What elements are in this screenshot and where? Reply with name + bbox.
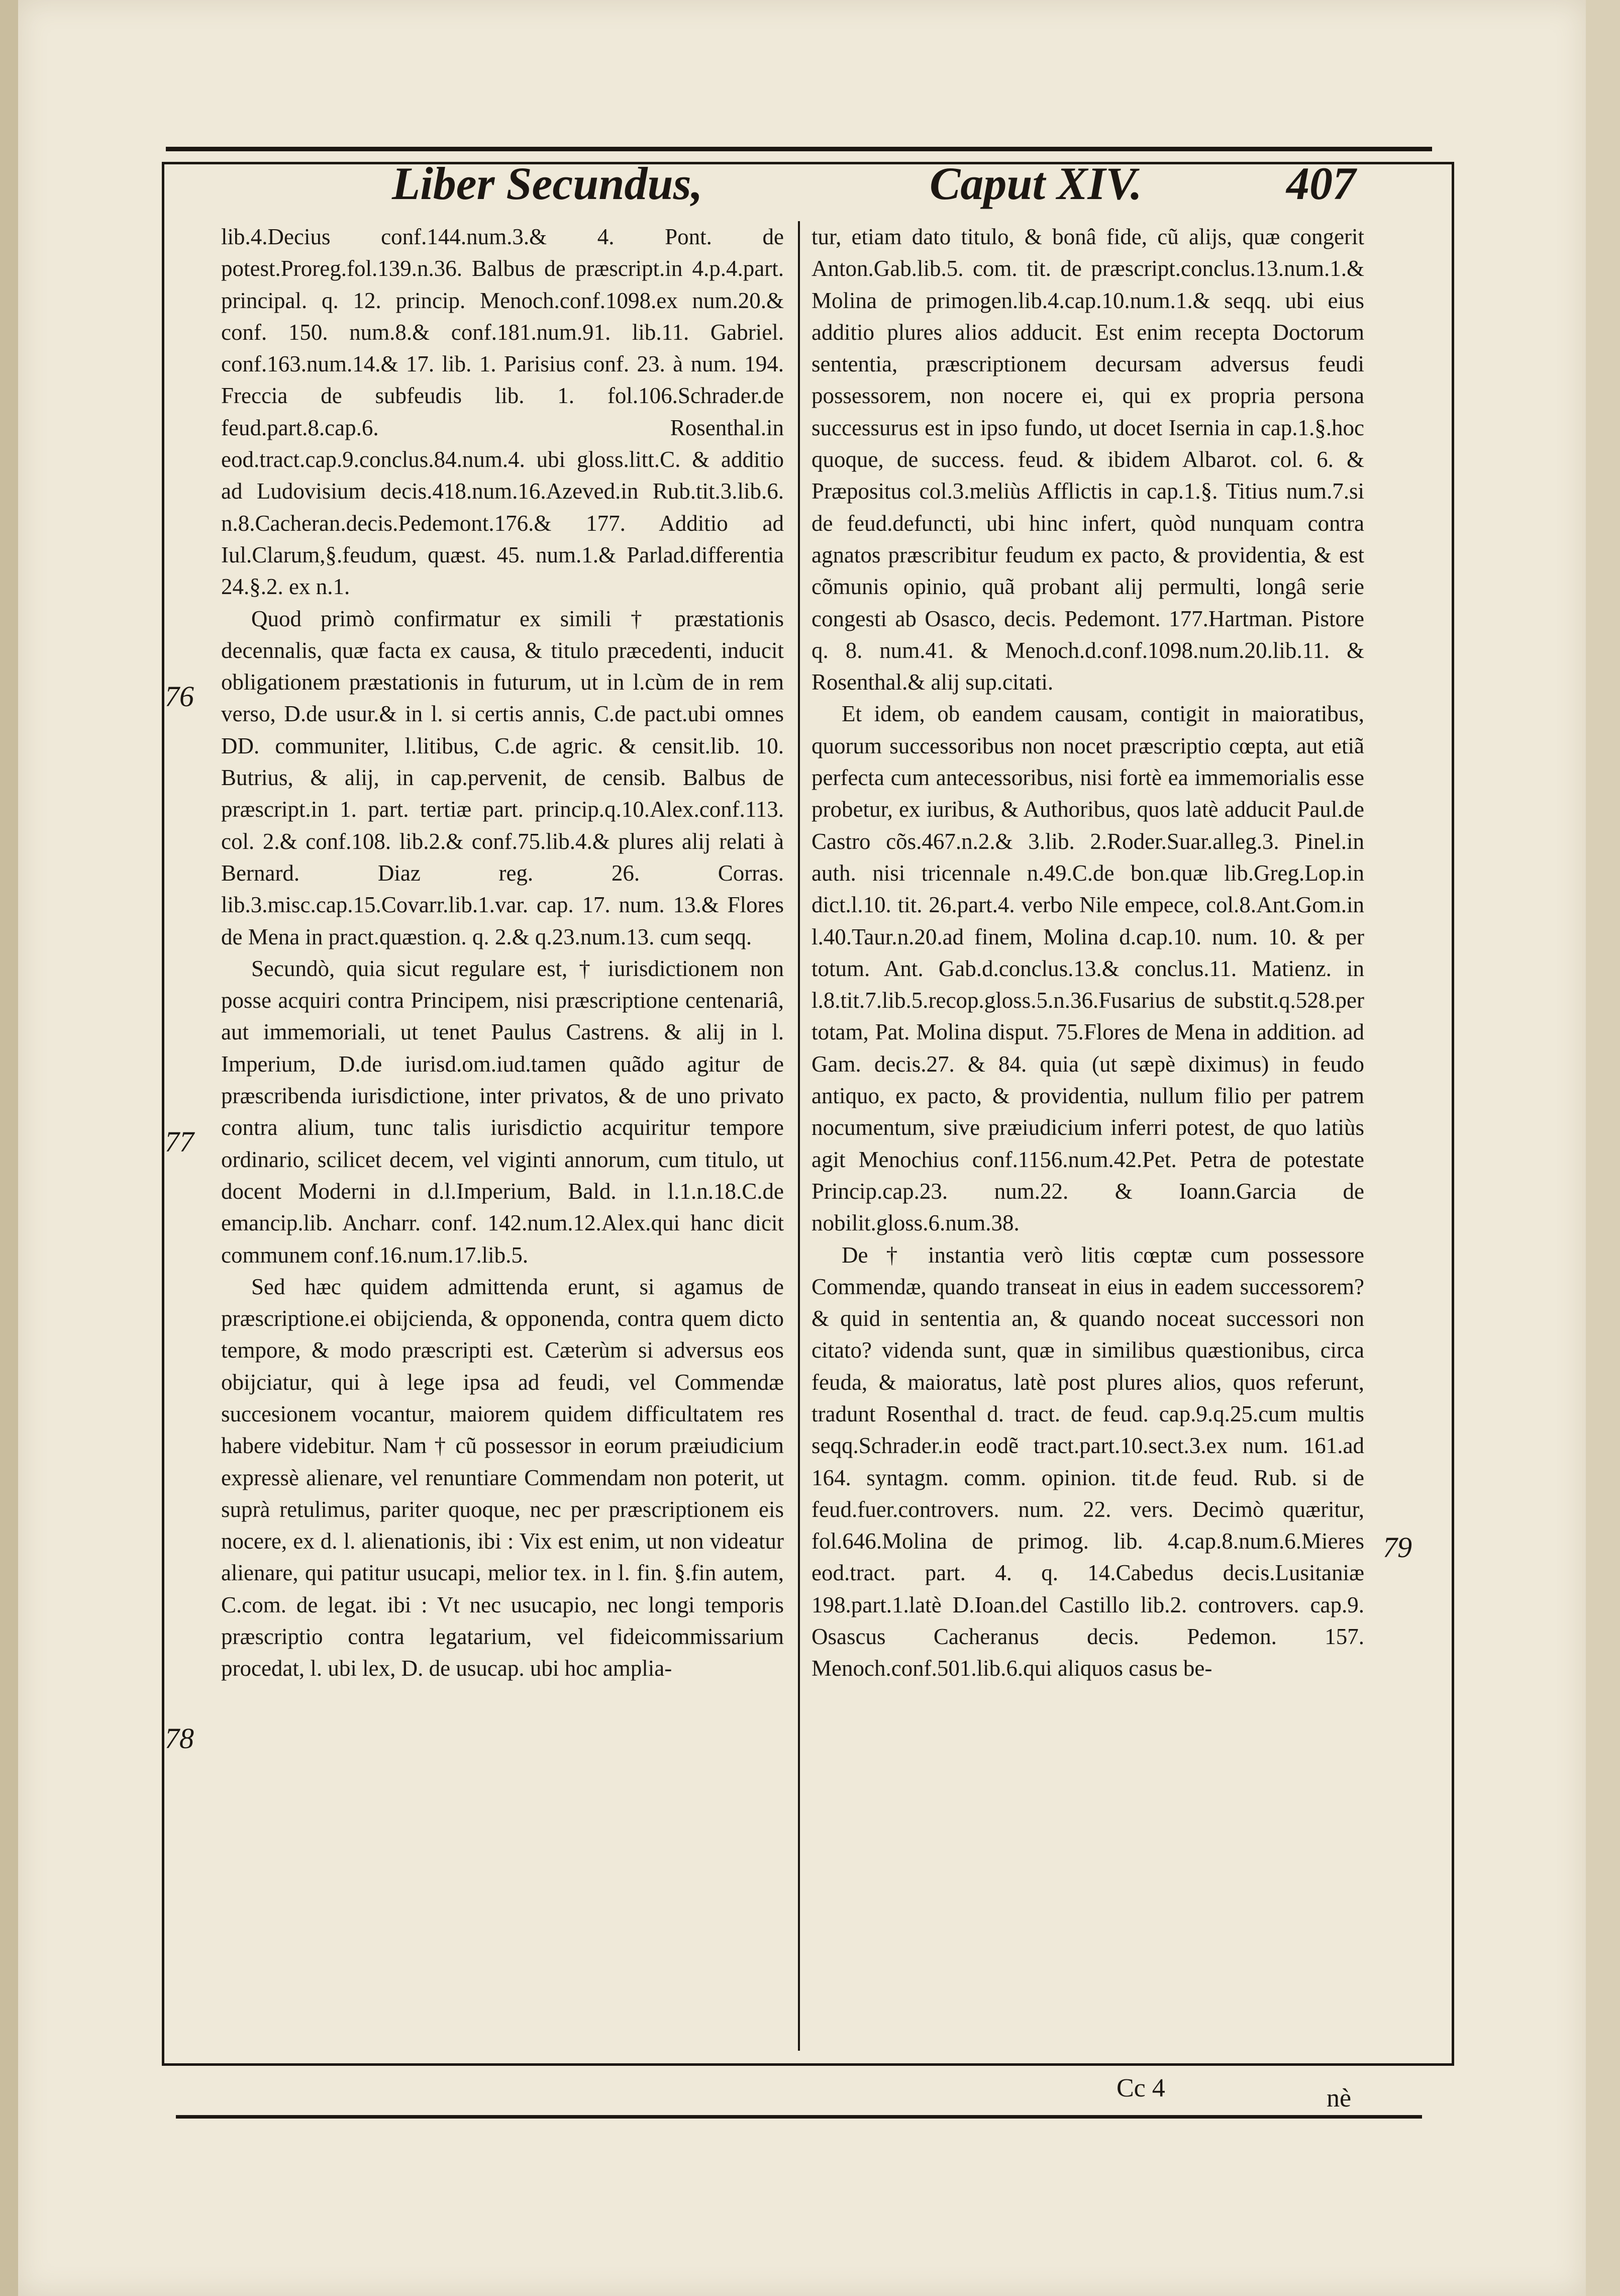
right-paragraph-3: De † instantia verò litis cœptæ cum possessore Commendæ, quando transeat in eius in eadem successorem? & quid in sententia an, & quando noceat successori non citato? videnda sunt, quæ in similibus quæstionibus, circa feuda, & maioratus, latè post plures alios, quos referunt, tradunt Rosenthal d. tract. de feud. cap.9.q.25.cum multis seqq.Schrader.in eodẽ tract.part.10.sect.3.ex num. 161.ad 164. syntagm. comm. opinion. tit.de feud. Rub. si de feud.fuer.controvers. num. 22. vers. Decimò quæritur, fol.646.Molina de primog. lib. 4.cap.8.num.6.Mieres eod.tract. part. 4. q. 14.Cabedus decis.Lusitaniæ 198.part.1.latè D.Ioan.del Castillo lib.2. controvers. cap.9. Osascus Cacheranus decis. Pedemon. 157. Menoch.conf.501.lib.6.qui aliquos casus be-: [812, 1242, 1364, 1681]
left-paragraph-1: lib.4.Decius conf.144.num.3.& 4. Pont. de potest.Proreg.fol.139.n.36. Balbus de præscript.in 4.p.4.part. principal. q. 12. princip. Menoch.conf.1098.ex num.20.& conf. 150. num.8.& conf.181.num.91. lib.11. Gabriel. conf.163.num.14.& 17. lib. 1. Parisius conf. 23. à num. 194. Freccia de subfeudis lib. 1. fol.106.Schrader.de feud.part.8.cap.6. Rosenthal.in eod.tract.cap.9.conclus.84.num.4. ubi gloss.litt.C. & additio ad Ludovisium decis.418.num.16.Azeved.in Rub.tit.3.lib.6. n.8.Cacheran.decis.Pedemont.176.& 177. Additio ad Iul.Clarum,§.feudum, quæst. 45. num.1.& Parlad.differentia 24.§.2. ex n.1.: [221, 224, 784, 600]
binding-edge: [0, 0, 18, 2296]
left-paragraph-4: Sed hæc quidem admittenda erunt, si agamus de præscriptione.ei obijcienda, & opponenda, contra quem dicto tempore, & modo præscripti est. Cæterùm si adversus eos obijciatur, qui à lege ipsa ad feudi, vel Commendæ succesionem vocantur, maiorem quidem difficultatem res habere videbitur. Nam † cũ possessor in eorum præiudicium expressè alienare, vel renuntiare Commendam non poterit, ut suprà retulimus, pariter quoque, nec per præscriptionem eis nocere, ex d. l. alienationis, ibi : Vix est enim, ut non videatur alienare, qui patitur usucapi, melior tex. in l. fin. §.fin autem, C.com. de legat. ibi : Vt nec usucapio, nec longi temporis præscriptio contra legatarium, vel fideicommissarium procedat, l. ubi lex, D. de usucap. ubi hoc amplia-: [221, 1274, 784, 1681]
right-paragraph-2: Et idem, ob eandem causam, contigit in maioratibus, quorum successoribus non nocet præscriptio cœpta, aut etiã perfecta cum antecessoribus, nisi fortè ea immemorialis esse probetur, ex iuribus, & Authoribus, quos latè adducit Paul.de Castro cõs.467.n.2.& 3.lib. 2.Roder.Suar.alleg.3. Pinel.in auth. nisi tricennale n.49.C.de bon.quæ lib.Greg.Lop.in dict.l.10. tit. 26.part.4. verbo Nile empece, col.8.Ant.Gom.in l.40.Taur.n.20.ad finem, Molina d.cap.10. num. 10. & per totum. Ant. Gab.d.conclus.13.& conclus.11. Matienz. in l.8.tit.7.lib.5.recop.gloss.5.n.36.Fusarius de substit.q.528.per totam, Pat. Molina disput. 75.Flores de Mena in addition. ad Gam. decis.27. & 84. quia (ut sæpè diximus) in feudo antiquo, ex pacto, & providentia, nullum filio per patrem nocumentum, sive præiudicium inferri potest, de quo latiùs agit Menochius conf.1156.num.42.Pet. Petra de potestate Princip.cap.23. num.22. & Ioann.Garcia de nobilit.gloss.6.num.38.: [812, 701, 1364, 1236]
column-divider: [798, 221, 800, 2051]
left-paragraph-3: Secundò, quia sicut regulare est, † iurisdictionem non posse acquiri contra Principem, nisi præscriptione centenariâ, aut immemoriali, ut tenet Paulus Castrens. & alij in l. Imperium, D.de iurisd.om.iud.tamen quãdo agitur de præscribenda iurisdictione, inter privatos, & de uno privato contra alium, tunc talis iurisdictio acquiritur tempore ordinario, scilicet decem, vel viginti annorum, cum titulo, ut docent Moderni in d.l.Imperium, Bald. in l.1.n.18.C.de emancip.lib. Ancharr. conf. 142.num.12.Alex.qui hanc dicit communem conf.16.num.17.lib.5.: [221, 955, 784, 1268]
left-paragraph-2: Quod primò confirmatur ex simili † præstationis decennalis, quæ facta ex causa, & titulo præcedenti, inducit obligationem præstationis in futurum, ut in l.cùm de in rem verso, D.de usur.& in l. si certis annis, C.de pact.ubi omnes DD. communiter, l.litibus, C.de agric. & censit.lib. 10. Butrius, & alij, in cap.pervenit, de censib. Balbus de præscript.in 1. part. tertiæ part. princip.q.10.Alex.conf.113. col. 2.& conf.108. lib.2.& conf.75.lib.4.& plures alij relati à Bernard. Diaz reg. 26. Corras. lib.3.misc.cap.15.Covarr.lib.1.var. cap. 17. num. 13.& Flores de Mena in pract.quæstion. q. 2.& q.23.num.13. cum seqq.: [221, 606, 784, 949]
margin-note-79: 79: [1383, 1531, 1412, 1564]
left-column: [221, 221, 784, 2051]
signature-mark: Cc 4: [1117, 2074, 1165, 2102]
right-column: [812, 221, 1364, 2051]
catchword: nè: [1327, 2084, 1352, 2113]
top-rule: [166, 147, 1432, 151]
running-head-left: Liber Secundus,: [392, 158, 703, 209]
margin-note-76: 76: [165, 680, 194, 713]
bottom-rule: [176, 2115, 1422, 2119]
running-head-center: Caput XIV.: [930, 158, 1142, 209]
right-paragraph-1: tur, etiam dato titulo, & bonâ fide, cũ alijs, quæ congerit Anton.Gab.lib.5. com. tit. de præscript.conclus.13.num.1.& Molina de primogen.lib.4.cap.10.num.1.& seqq. ubi eius additio plures alios adducit. Est enim recepta Doctorum sententia, præscriptionem decursam adversus feudi possessorem, non nocere ei, qui ex propria persona successurus est in ipso fundo, ut docet Isernia in cap.1.§.hoc quoque, de success. feud. & ibidem Albarot. col. 6. & Præpositus col.3.meliùs Afflictis in cap.1.§. Titius num.7.si de feud.defuncti, ubi hinc infert, quòd nunquam contra agnatos præscribitur feudum ex pacto, & providentia, & est cõmunis opinio, quã probant alij permulti, longâ serie congesti ab Osasco, decis. Pedemont. 177.Hartman. Pistore q. 8. num.41. & Menoch.d.conf.1098.num.20.lib.11. & Rosenthal.& alij sup.citati.: [812, 224, 1364, 695]
margin-note-77: 77: [165, 1125, 194, 1158]
page-number: 407: [1286, 158, 1356, 209]
margin-note-78: 78: [165, 1722, 194, 1755]
